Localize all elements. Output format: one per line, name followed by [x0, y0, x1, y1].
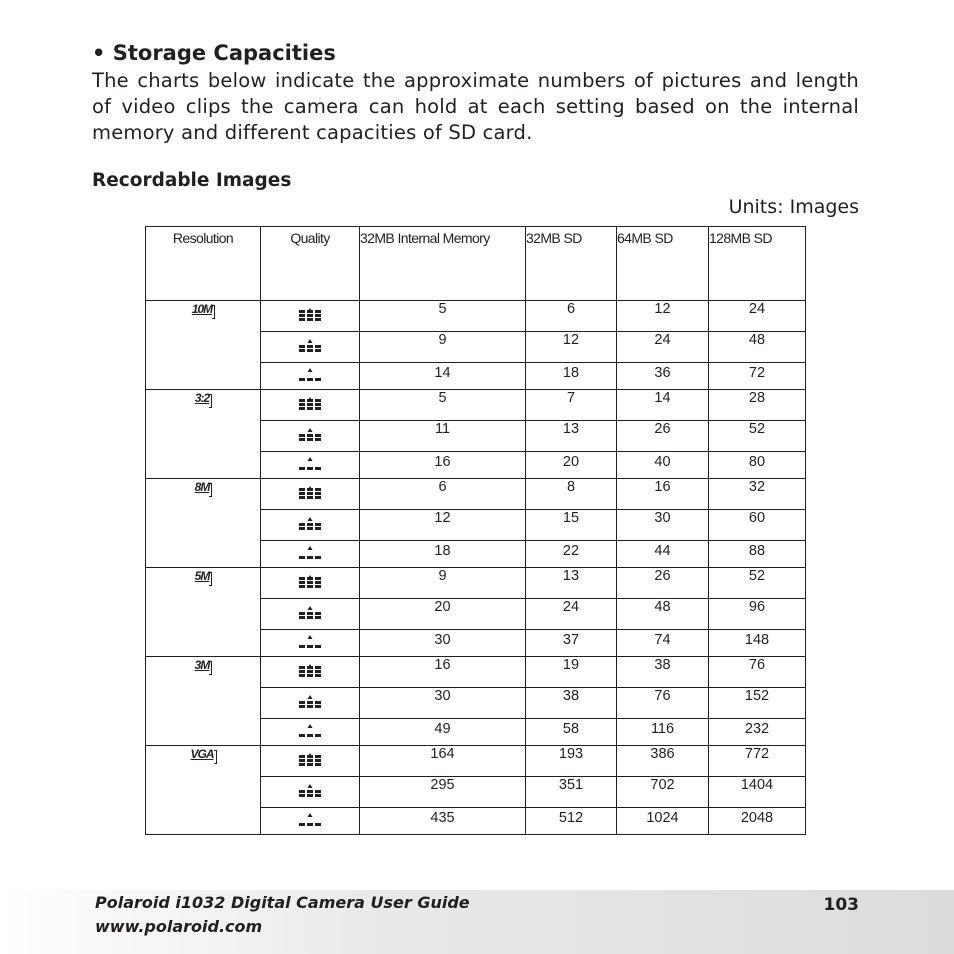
resolution-icon: 3:2	[194, 391, 212, 405]
quality-cell	[261, 777, 360, 808]
capacity-value: 5	[360, 390, 526, 421]
best-quality-icon	[297, 663, 323, 681]
capacity-value: 48	[709, 332, 806, 363]
capacity-value: 351	[526, 777, 617, 808]
capacity-value: 7	[526, 390, 617, 421]
resolution-cell	[146, 301, 261, 390]
quality-cell	[261, 599, 360, 630]
page-number: 103	[823, 895, 859, 915]
capacity-value: 6	[360, 479, 526, 510]
capacity-value: 24	[526, 599, 617, 630]
header-internal-memory: 32MB Internal Memory	[360, 227, 526, 301]
capacity-value: 44	[617, 541, 709, 568]
resolution-cell	[146, 479, 261, 568]
capacity-value: 14	[617, 390, 709, 421]
capacity-value: 52	[709, 568, 806, 599]
capacity-value: 1404	[709, 777, 806, 808]
table-row	[146, 390, 806, 421]
table-row	[146, 746, 806, 777]
capacity-value: 116	[617, 719, 709, 746]
quality-cell	[261, 568, 360, 599]
capacity-value: 26	[617, 568, 709, 599]
capacity-value: 24	[709, 301, 806, 332]
quality-cell	[261, 657, 360, 688]
capacity-value: 76	[709, 657, 806, 688]
capacity-value: 88	[709, 541, 806, 568]
fine-quality-icon	[297, 783, 323, 801]
capacity-value: 6	[526, 301, 617, 332]
quality-cell	[261, 390, 360, 421]
capacity-value: 72	[709, 363, 806, 390]
normal-quality-icon	[297, 456, 323, 474]
capacity-value: 9	[360, 332, 526, 363]
fine-quality-icon	[297, 605, 323, 623]
capacity-value: 30	[617, 510, 709, 541]
resolution-cell	[146, 746, 261, 835]
intro-paragraph: The charts below indicate the approximate numbers of pictures and length of video clips the camera can hold at each setting based on the internal memory and different capacities of SD card.	[92, 69, 859, 144]
capacity-value: 295	[360, 777, 526, 808]
capacity-value: 52	[709, 421, 806, 452]
header-32mb-sd: 32MB SD	[526, 227, 617, 301]
resolution-icon: 5M	[194, 569, 213, 583]
capacity-value: 12	[526, 332, 617, 363]
capacity-value: 772	[709, 746, 806, 777]
best-quality-icon	[297, 752, 323, 770]
capacity-value: 15	[526, 510, 617, 541]
capacity-value: 18	[526, 363, 617, 390]
normal-quality-icon	[297, 723, 323, 741]
capacity-value: 193	[526, 746, 617, 777]
table-row	[146, 479, 806, 510]
capacity-value: 76	[617, 688, 709, 719]
capacity-value: 232	[709, 719, 806, 746]
table-header-row	[146, 227, 806, 301]
capacity-value: 74	[617, 630, 709, 657]
normal-quality-icon	[297, 812, 323, 830]
storage-capacity-table	[145, 226, 806, 835]
normal-quality-icon	[297, 634, 323, 652]
capacity-value: 435	[360, 808, 526, 835]
section-heading: • Storage Capacities	[92, 41, 336, 65]
capacity-value: 49	[360, 719, 526, 746]
capacity-value: 5	[360, 301, 526, 332]
capacity-value: 512	[526, 808, 617, 835]
capacity-value: 22	[526, 541, 617, 568]
capacity-value: 96	[709, 599, 806, 630]
quality-cell	[261, 541, 360, 568]
capacity-value: 24	[617, 332, 709, 363]
header-resolution: Resolution	[146, 227, 261, 301]
best-quality-icon	[297, 307, 323, 325]
capacity-value: 386	[617, 746, 709, 777]
subsection-heading: Recordable Images	[92, 170, 292, 191]
capacity-value: 13	[526, 421, 617, 452]
quality-cell	[261, 479, 360, 510]
quality-cell	[261, 421, 360, 452]
capacity-value: 19	[526, 657, 617, 688]
capacity-value: 16	[360, 452, 526, 479]
resolution-icon: VGA	[189, 747, 216, 761]
capacity-value: 13	[526, 568, 617, 599]
capacity-value: 164	[360, 746, 526, 777]
resolution-cell	[146, 390, 261, 479]
fine-quality-icon	[297, 516, 323, 534]
capacity-value: 37	[526, 630, 617, 657]
best-quality-icon	[297, 396, 323, 414]
quality-cell	[261, 452, 360, 479]
capacity-value: 1024	[617, 808, 709, 835]
quality-cell	[261, 746, 360, 777]
capacity-value: 16	[617, 479, 709, 510]
quality-cell	[261, 719, 360, 746]
resolution-icon: 8M	[194, 480, 213, 494]
capacity-value: 38	[526, 688, 617, 719]
footer-url: www.polaroid.com	[95, 917, 263, 936]
capacity-value: 148	[709, 630, 806, 657]
capacity-value: 38	[617, 657, 709, 688]
capacity-value: 28	[709, 390, 806, 421]
best-quality-icon	[297, 574, 323, 592]
capacity-value: 40	[617, 452, 709, 479]
resolution-icon: 3M	[194, 658, 213, 672]
normal-quality-icon	[297, 545, 323, 563]
capacity-value: 20	[526, 452, 617, 479]
table-row	[146, 301, 806, 332]
header-64mb-sd: 64MB SD	[617, 227, 709, 301]
capacity-value: 702	[617, 777, 709, 808]
table-row	[146, 657, 806, 688]
capacity-value: 12	[617, 301, 709, 332]
footer-title: Polaroid i1032 Digital Camera User Guide	[95, 893, 470, 912]
resolution-icon: 10M	[191, 302, 215, 316]
table-row	[146, 568, 806, 599]
capacity-value: 80	[709, 452, 806, 479]
capacity-value: 2048	[709, 808, 806, 835]
quality-cell	[261, 688, 360, 719]
capacity-value: 32	[709, 479, 806, 510]
capacity-value: 26	[617, 421, 709, 452]
units-label: Units: Images	[728, 196, 859, 218]
quality-cell	[261, 301, 360, 332]
fine-quality-icon	[297, 427, 323, 445]
capacity-value: 152	[709, 688, 806, 719]
capacity-value: 36	[617, 363, 709, 390]
quality-cell	[261, 630, 360, 657]
capacity-value: 14	[360, 363, 526, 390]
header-quality: Quality	[261, 227, 360, 301]
quality-cell	[261, 510, 360, 541]
capacity-value: 30	[360, 630, 526, 657]
quality-cell	[261, 808, 360, 835]
capacity-value: 8	[526, 479, 617, 510]
capacity-value: 11	[360, 421, 526, 452]
capacity-value: 48	[617, 599, 709, 630]
resolution-cell	[146, 568, 261, 657]
capacity-value: 18	[360, 541, 526, 568]
capacity-value: 12	[360, 510, 526, 541]
quality-cell	[261, 363, 360, 390]
capacity-value: 16	[360, 657, 526, 688]
fine-quality-icon	[297, 694, 323, 712]
resolution-cell	[146, 657, 261, 746]
fine-quality-icon	[297, 338, 323, 356]
best-quality-icon	[297, 485, 323, 503]
normal-quality-icon	[297, 367, 323, 385]
capacity-value: 58	[526, 719, 617, 746]
quality-cell	[261, 332, 360, 363]
capacity-value: 20	[360, 599, 526, 630]
capacity-value: 60	[709, 510, 806, 541]
capacity-value: 9	[360, 568, 526, 599]
header-128mb-sd: 128MB SD	[709, 227, 806, 301]
capacity-value: 30	[360, 688, 526, 719]
